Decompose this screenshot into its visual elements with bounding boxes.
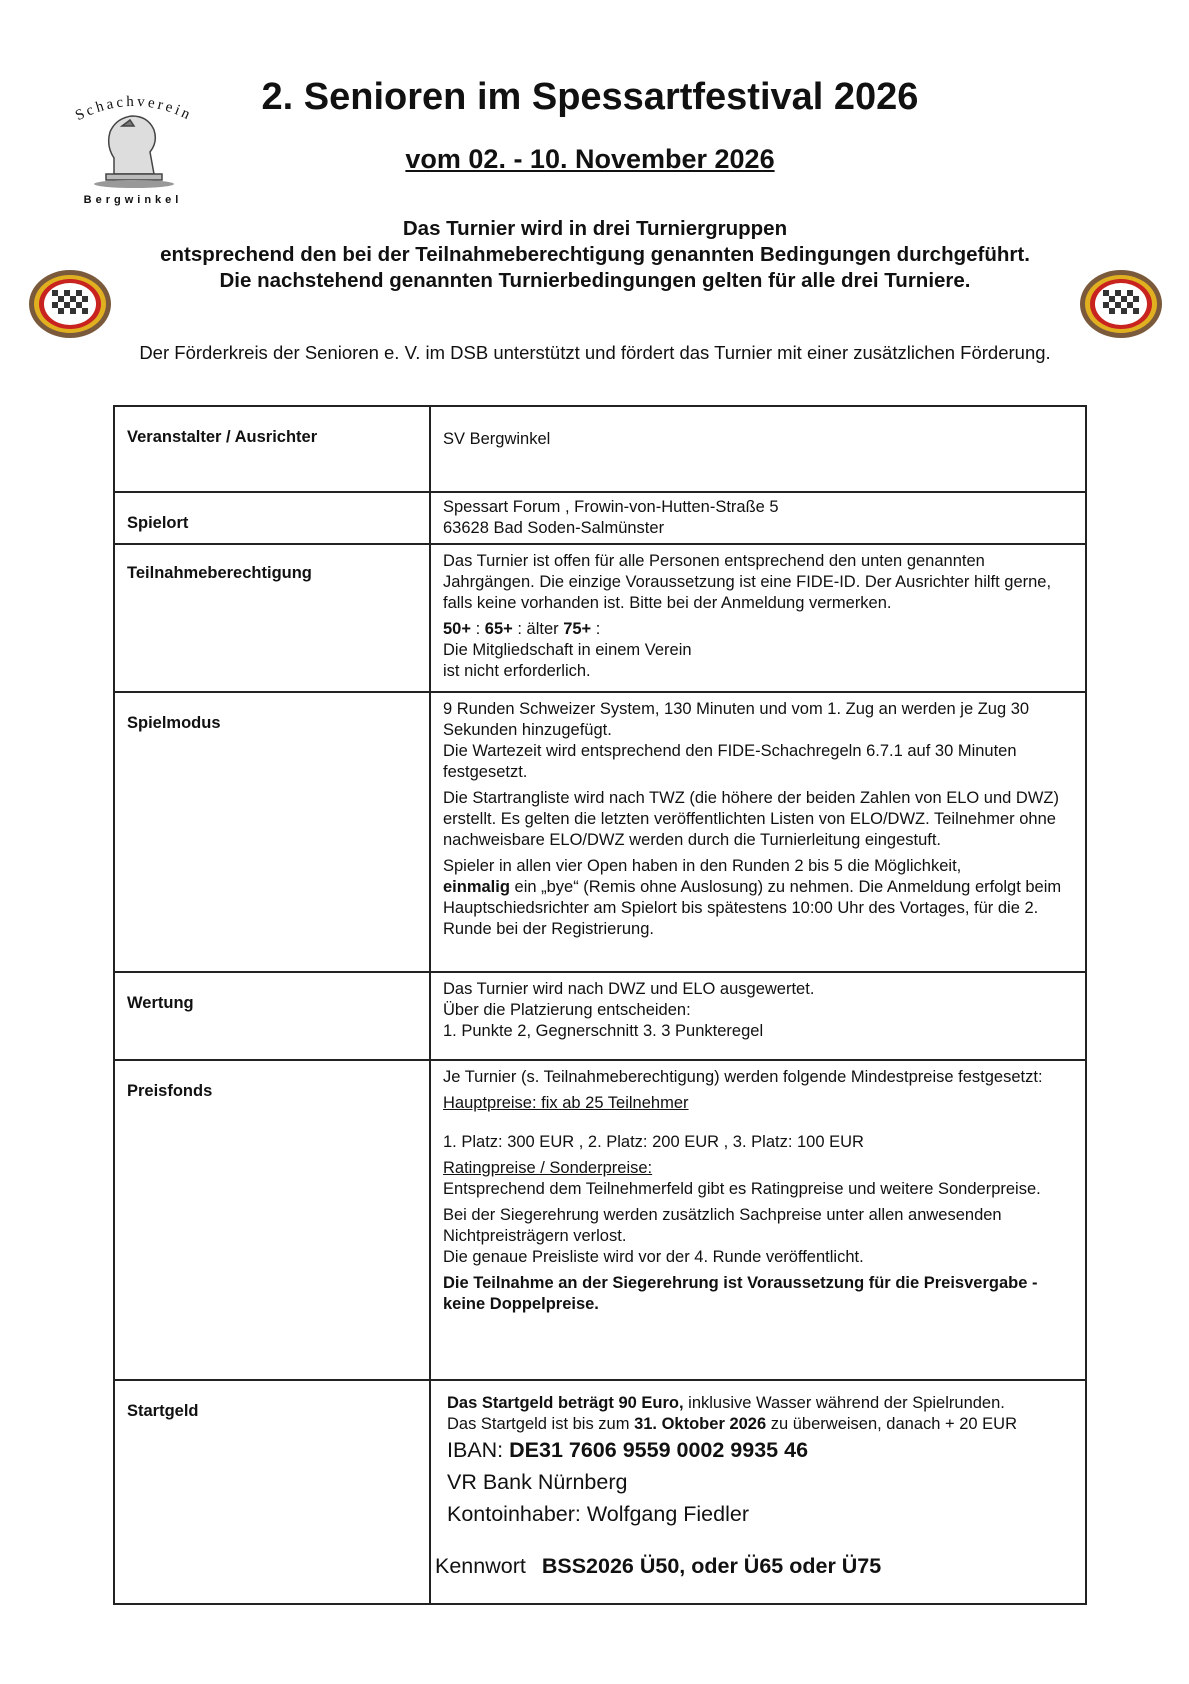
- club-logo-top-text: Schachverein: [72, 93, 196, 125]
- row-veranstalter: [114, 406, 1086, 492]
- row-value: [430, 492, 1086, 544]
- rating-prizes-heading: Ratingpreise / Sonderpreise:: [443, 1159, 653, 1177]
- eligibility-text: Das Turnier ist offen für alle Personen entsprechend den unten genannten Jahrgängen. Die einzige Voraussetzung ist eine FIDE-ID. Der Ausrichter hilft gerne, falls keine vorhanden ist. Bitte bei der Anmeldung vermerken.: [443, 552, 1052, 612]
- row-value: [430, 1060, 1086, 1380]
- tournament-info-table: [113, 405, 1087, 1605]
- intro-text: [100, 216, 1090, 294]
- mode-bye: Spieler in allen vier Open haben in den Runden 2 bis 5 die Möglichkeit, einmalig ein „bye“ (Remis ohne Auslosung) zu nehmen. Die Anmeldung erfolgt beim Hauptschiedsrichter am Spielort bis spätestens 10:00 Uhr des Vortages, für die 2. Runde bei der Registrierung.: [443, 857, 1062, 938]
- row-value: [430, 1380, 1086, 1604]
- row-label: Teilnahmeberechtigung: [114, 544, 430, 692]
- row-label: Spielmodus: [114, 692, 430, 972]
- club-logo-bottom-text: Bergwinkel: [83, 194, 183, 206]
- main-prizes: 1. Platz: 300 EUR , 2. Platz: 200 EUR , 3. Platz: 100 EUR: [443, 1133, 864, 1151]
- row-startgeld: [114, 1380, 1086, 1604]
- scoring-line: 1. Punkte 2, Gegnerschnitt 3. 3 Punkteregel: [443, 1022, 764, 1040]
- prize-intro: Je Turnier (s. Teilnahmeberechtigung) werden folgende Mindestpreise festgesetzt:: [443, 1068, 1043, 1086]
- page-title: 2. Senioren im Spessartfestival 2026: [261, 76, 919, 118]
- iban: IBAN: DE31 7606 9559 0002 9935 46: [447, 1438, 809, 1462]
- row-value: [430, 544, 1086, 692]
- mode-rounds: 9 Runden Schweizer System, 130 Minuten und vom 1. Zug an werden je Zug 30 Sekunden hinzugefügt.: [443, 700, 1030, 739]
- row-label: Wertung: [114, 972, 430, 1060]
- account-holder: Kontoinhaber: Wolfgang Fiedler: [447, 1502, 749, 1526]
- rating-prizes: Entsprechend dem Teilnehmerfeld gibt es Ratingpreise und weitere Sonderpreise.: [443, 1180, 1041, 1198]
- senioren-logo-right: [1078, 268, 1164, 340]
- row-label: Startgeld: [114, 1380, 430, 1604]
- intro-line: entsprechend den bei der Teilnahmeberechtigung genannten Bedingungen durchgeführt.: [160, 243, 1030, 266]
- intro-line: Die nachstehend genannten Turnierbedingungen gelten für alle drei Turniere.: [219, 269, 971, 292]
- organizer-name: SV Bergwinkel: [443, 430, 551, 448]
- row-label: Veranstalter / Ausrichter: [114, 406, 430, 492]
- row-label: Spielort: [114, 492, 430, 544]
- fee-amount: Das Startgeld beträgt 90 Euro, inklusive Wasser während der Spielrunden.: [447, 1394, 1005, 1412]
- venue-address: Spessart Forum , Frowin-von-Hutten-Straße 5: [443, 498, 779, 516]
- bank-name: VR Bank Nürnberg: [447, 1470, 628, 1494]
- material-prizes: Bei der Siegerehrung werden zusätzlich Sachpreise unter allen anwesenden Nichtpreisträgern verlost.: [443, 1206, 1002, 1245]
- row-spielmodus: [114, 692, 1086, 972]
- main-prizes-heading: Hauptpreise: fix ab 25 Teilnehmer: [443, 1094, 689, 1112]
- mode-ranking: Die Startrangliste wird nach TWZ (die höhere der beiden Zahlen von ELO und DWZ) erstellt. Es gelten die letzten veröffentlichten Listen von ELO/DWZ. Teilnehmer ohne nachweisbare ELO/DWZ werden durch die Turnierleitung eingestuft.: [443, 789, 1059, 849]
- row-value: [430, 972, 1086, 1060]
- scoring-line: Das Turnier wird nach DWZ und ELO ausgewertet.: [443, 980, 815, 998]
- row-spielort: [114, 492, 1086, 544]
- venue-city: 63628 Bad Soden-Salmünster: [443, 519, 665, 537]
- age-groups: 50+ : 65+ : älter 75+ :: [443, 620, 601, 638]
- row-preisfonds: [114, 1060, 1086, 1380]
- row-value: [430, 692, 1086, 972]
- row-teilnahme: [114, 544, 1086, 692]
- support-note: Der Förderkreis der Senioren e. V. im DSB unterstützt und fördert das Turnier mit einer zusätzlichen Förderung.: [139, 342, 1051, 363]
- fee-deadline: Das Startgeld ist bis zum 31. Oktober 2026 zu überweisen, danach + 20 EUR: [447, 1415, 1018, 1433]
- ceremony-condition: Die Teilnahme an der Siegerehrung ist Voraussetzung für die Preisvergabe - keine Doppelpreise.: [443, 1274, 1038, 1313]
- club-logo: [44, 86, 222, 206]
- membership-note: Die Mitgliedschaft in einem Verein: [443, 641, 692, 659]
- intro-line: Das Turnier wird in drei Turniergruppen: [402, 217, 788, 240]
- knight-icon: [94, 116, 174, 188]
- scoring-line: Über die Platzierung entscheiden:: [443, 1001, 691, 1019]
- row-label: Preisfonds: [114, 1060, 430, 1380]
- mode-waiting: Die Wartezeit wird entsprechend den FIDE-Schachregeln 6.7.1 auf 30 Minuten festgesetzt.: [443, 742, 1017, 781]
- prize-list-note: Die genaue Preisliste wird vor der 4. Runde veröffentlicht.: [443, 1248, 864, 1266]
- row-wertung: [114, 972, 1086, 1060]
- membership-note: ist nicht erforderlich.: [443, 662, 591, 680]
- page-subtitle: vom 02. - 10. November 2026: [405, 144, 775, 174]
- payment-reference: Kennwort BSS2026 Ü50, oder Ü65 oder Ü75: [435, 1554, 882, 1578]
- row-value: [430, 406, 1086, 492]
